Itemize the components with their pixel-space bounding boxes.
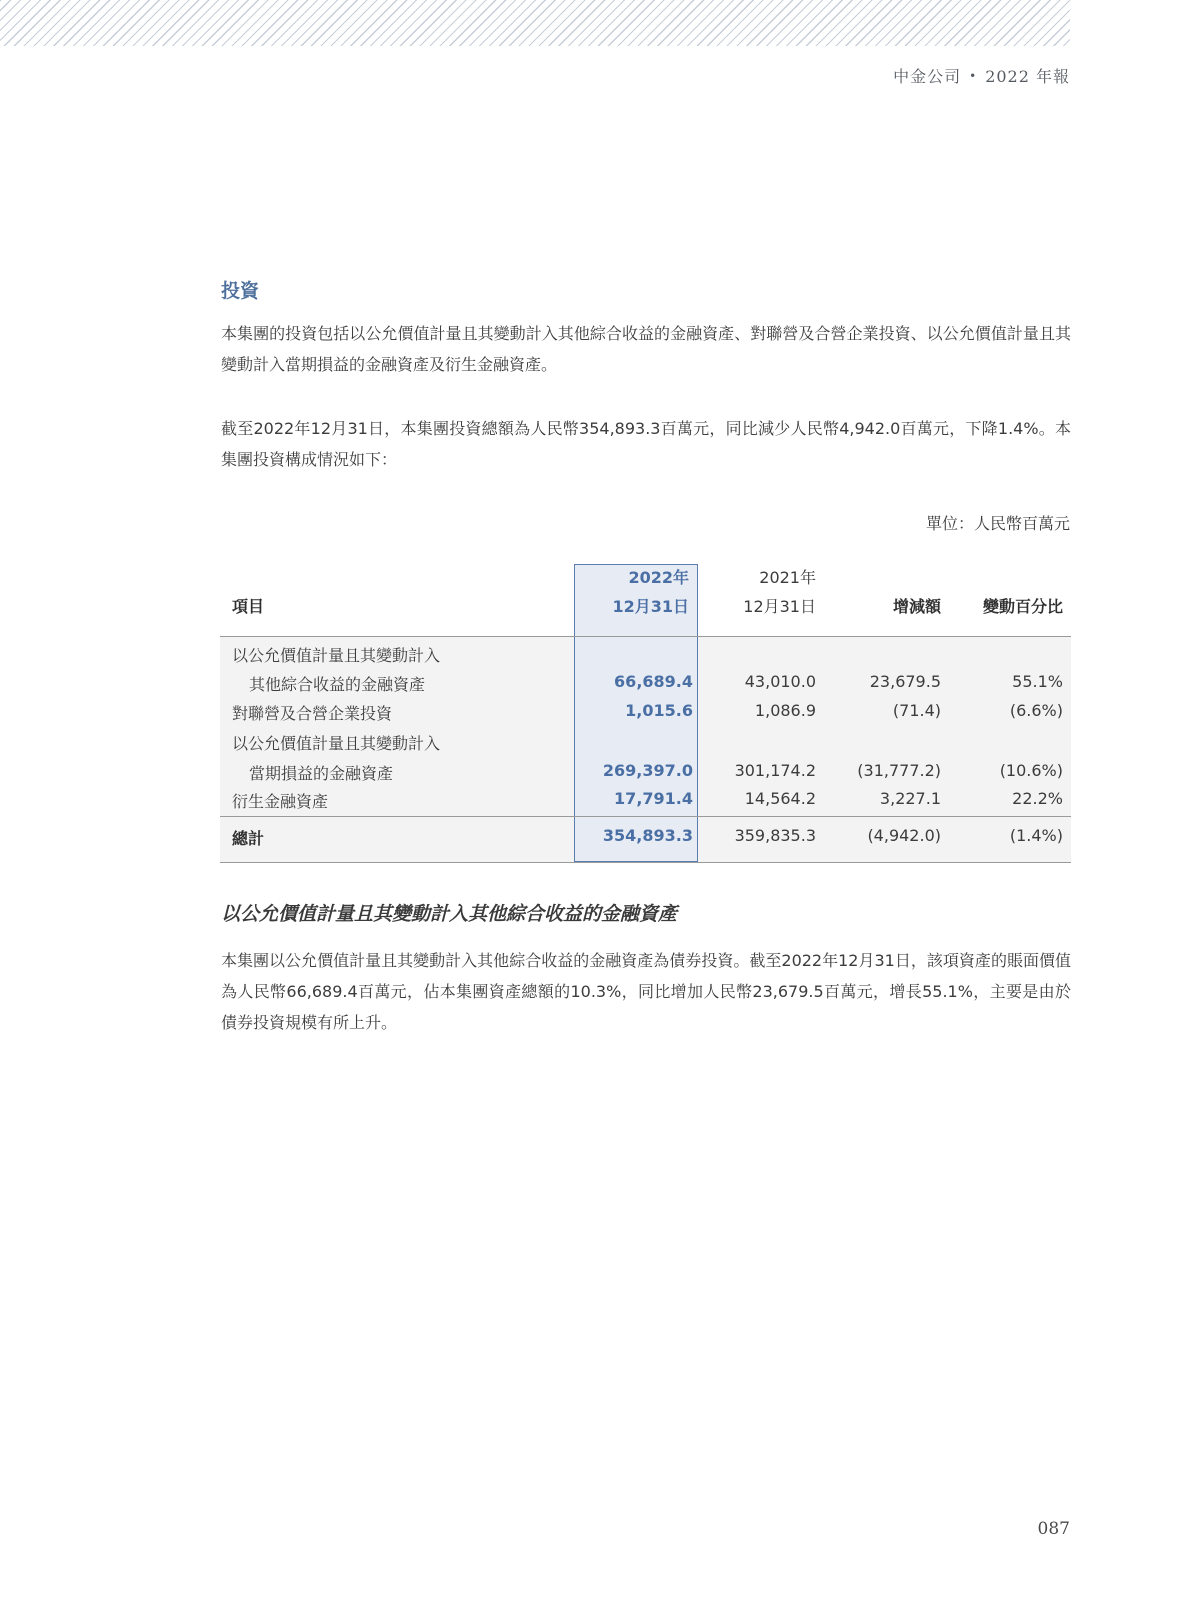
- row-3-label-line2: 當期損益的金融資產: [249, 764, 394, 783]
- section-title: 投資: [221, 280, 260, 302]
- row-1-value-2022: 66,689.4: [614, 672, 693, 691]
- total-divider: [220, 816, 1071, 817]
- row-2-change: (71.4): [892, 701, 941, 720]
- total-percent: (1.4%): [1009, 826, 1063, 845]
- header-2021-date: 12月31日: [743, 597, 816, 616]
- unit-note: 單位：人民幣百萬元: [925, 514, 1070, 533]
- subsection-paragraph: 本集團以公允價值計量且其變動計入其他綜合收益的金融資產為債券投資。截至2022年12月31日，該項資產的賬面價值為人民幣66,689.4百萬元，佔本集團資產總額的10.3%，同比增加人民幣23,679.5百萬元，增長55.1%，主要是由於債券投資規模有所上升。: [221, 951, 1071, 1032]
- row-1-label-line1: 以公允價值計量且其變動計入: [232, 646, 441, 665]
- row-3-label-line1: 以公允價值計量且其變動計入: [232, 734, 441, 753]
- total-label: 總計: [232, 829, 265, 848]
- row-1-value-2021: 43,010.0: [744, 672, 816, 691]
- header-2022-date: 12月31日: [612, 597, 689, 616]
- row-2-label: 對聯營及合營企業投資: [232, 704, 393, 723]
- intro-paragraph: 本集團的投資包括以公允價值計量且其變動計入其他綜合收益的金融資產、對聯營及合營企業投資、以公允價值計量且其變動計入當期損益的金融資產及衍生金融資產。: [221, 324, 1071, 374]
- header-2021-year: 2021年: [759, 568, 816, 587]
- row-4-percent: 22.2%: [1012, 789, 1063, 808]
- row-1-change: 23,679.5: [869, 672, 941, 691]
- header-report: 2022 年報: [985, 67, 1070, 86]
- row-4-change: 3,227.1: [879, 789, 941, 808]
- row-4-value-2021: 14,564.2: [744, 789, 816, 808]
- subsection-title: 以公允價值計量且其變動計入其他綜合收益的金融資產: [221, 903, 678, 925]
- total-value-2021: 359,835.3: [734, 826, 816, 845]
- header-company: 中金公司: [893, 67, 962, 86]
- table-bottom-rule: [220, 862, 1071, 863]
- row-2-value-2021: 1,086.9: [754, 701, 816, 720]
- row-3-value-2021: 301,174.2: [734, 761, 816, 780]
- total-change: (4,942.0): [867, 826, 941, 845]
- header-2022-year: 2022年: [628, 568, 689, 587]
- header-separator: •: [969, 69, 978, 83]
- row-2-value-2022: 1,015.6: [625, 701, 693, 720]
- row-4-value-2022: 17,791.4: [614, 789, 693, 808]
- row-3-value-2022: 269,397.0: [602, 761, 693, 780]
- decorative-hatched-band: [0, 0, 1070, 46]
- row-1-label-line2: 其他綜合收益的金融資產: [249, 675, 426, 694]
- header-item: 項目: [232, 597, 265, 616]
- total-value-2022: 354,893.3: [602, 826, 693, 845]
- header-percent-change: 變動百分比: [982, 597, 1063, 616]
- page-number: 087: [1037, 1519, 1070, 1539]
- header-change: 增減額: [892, 597, 941, 616]
- running-header: [893, 64, 1070, 87]
- row-3-percent: (10.6%): [999, 761, 1063, 780]
- row-4-label: 衍生金融資產: [232, 792, 329, 811]
- header-divider: [220, 636, 1071, 637]
- row-1-percent: 55.1%: [1012, 672, 1063, 691]
- row-3-change: (31,777.2): [857, 761, 941, 780]
- row-2-percent: (6.6%): [1009, 701, 1063, 720]
- summary-paragraph: 截至2022年12月31日，本集團投資總額為人民幣354,893.3百萬元，同比減少人民幣4,942.0百萬元，下降1.4%。本集團投資構成情況如下：: [221, 419, 1071, 469]
